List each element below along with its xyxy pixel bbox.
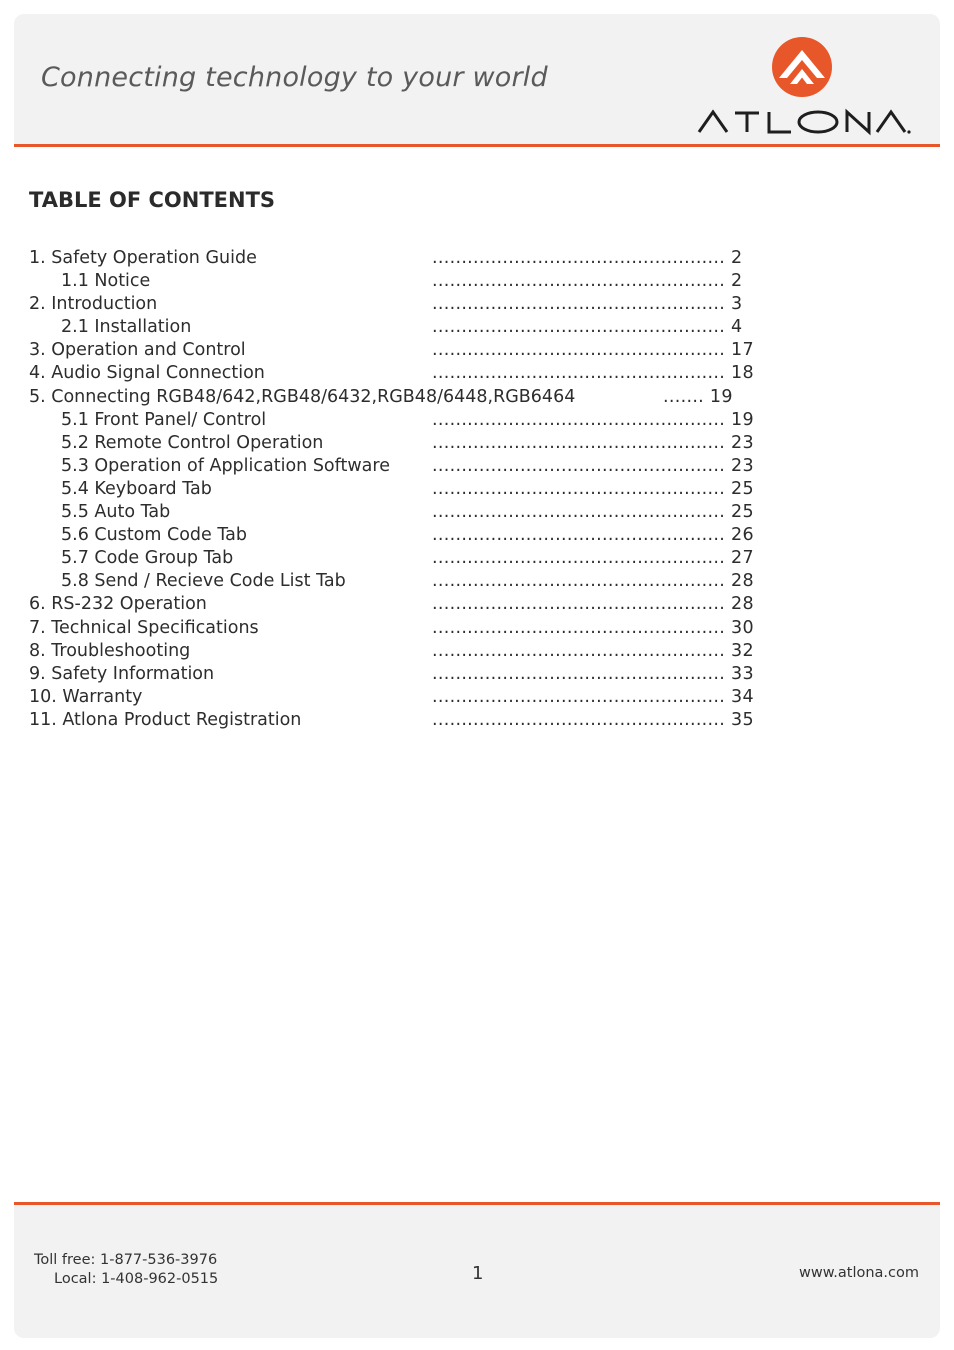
toc-entry[interactable] xyxy=(0,363,954,386)
toc-entry-leader xyxy=(432,710,754,730)
toc-dot-leader: .................................................. xyxy=(432,525,726,546)
toc-entry-page: 23 xyxy=(731,455,754,476)
toc-entry-label: 1.1 Notice xyxy=(61,271,151,292)
toc-entry-leader xyxy=(432,664,754,684)
toc-entry-page: 23 xyxy=(731,432,754,453)
toc-entry-page: 32 xyxy=(731,640,754,661)
toc-entry-page: 2 xyxy=(731,248,743,268)
toc-entry-leader xyxy=(432,641,754,661)
toc-dot-leader: .................................................. xyxy=(432,478,726,499)
toc-dot-leader: .................................................. xyxy=(432,271,726,292)
toc-entry-label: 3. Operation and Control xyxy=(29,340,246,361)
toc-entry[interactable] xyxy=(0,248,954,271)
website-link[interactable]: www.atlona.com xyxy=(799,1265,919,1281)
toc-entry-leader xyxy=(432,294,742,314)
toc-entry[interactable] xyxy=(0,594,954,617)
toc-entry-label: 5.7 Code Group Tab xyxy=(61,548,234,569)
toc-entry-leader xyxy=(432,687,754,707)
toc-dot-leader: ....... xyxy=(663,386,705,407)
atlona-logo-icon xyxy=(771,36,833,98)
toc-entry-page: 19 xyxy=(709,386,733,407)
toc-entry-leader xyxy=(432,571,754,591)
toc-dot-leader: .................................................. xyxy=(432,548,726,569)
toc-entry[interactable] xyxy=(0,410,954,433)
toc-entry[interactable] xyxy=(0,433,954,456)
toc-list xyxy=(0,248,954,733)
toc-title: TABLE OF CONTENTS xyxy=(29,188,276,212)
toc-entry-label: 5. Connecting RGB48/642,RGB48/6432,RGB48/6448,RGB6464 xyxy=(29,386,576,407)
toc-entry-label: 11. Atlona Product Registration xyxy=(29,709,302,730)
toc-entry-page: 17 xyxy=(731,340,754,361)
toc-entry-leader xyxy=(432,363,754,383)
toc-entry[interactable] xyxy=(0,618,954,641)
toc-entry-label: 6. RS-232 Operation xyxy=(29,594,207,615)
toc-dot-leader: .................................................. xyxy=(432,640,726,661)
toc-entry-leader xyxy=(432,456,754,476)
toc-entry-leader xyxy=(432,548,754,568)
toc-entry-leader xyxy=(663,387,733,407)
toc-entry-page: 3 xyxy=(731,294,743,315)
toc-entry-page: 19 xyxy=(731,409,754,430)
toc-entry-page: 33 xyxy=(731,663,754,684)
contact-info xyxy=(34,1251,218,1289)
toc-dot-leader: .................................................. xyxy=(432,686,726,707)
toc-entry-label: 5.1 Front Panel/ Control xyxy=(61,409,267,430)
toc-entry-label: 10. Warranty xyxy=(29,686,143,707)
toc-entry[interactable] xyxy=(0,387,954,410)
toc-dot-leader: .................................................. xyxy=(432,363,726,384)
toc-entry-leader xyxy=(432,479,754,499)
toc-entry-label: 2. Introduction xyxy=(29,294,158,315)
toc-entry-label: 8. Troubleshooting xyxy=(29,640,191,661)
local-number: Local: 1-408-962-0515 xyxy=(54,1271,219,1287)
toc-dot-leader: .................................................. xyxy=(432,248,726,268)
toc-entry[interactable] xyxy=(0,271,954,294)
toc-entry[interactable] xyxy=(0,687,954,710)
toc-entry[interactable] xyxy=(0,479,954,502)
page-header xyxy=(14,14,940,147)
toc-entry-page: 28 xyxy=(731,571,754,592)
toc-dot-leader: .................................................. xyxy=(432,340,726,361)
toc-entry-page: 18 xyxy=(731,363,754,384)
toc-entry[interactable] xyxy=(0,502,954,525)
toc-entry-page: 2 xyxy=(731,271,743,292)
toc-dot-leader: .................................................. xyxy=(432,617,726,638)
toc-entry[interactable] xyxy=(0,571,954,594)
toc-entry-leader xyxy=(432,271,742,291)
toc-dot-leader: .................................................. xyxy=(432,663,726,684)
toc-entry-page: 34 xyxy=(731,686,754,707)
toc-entry-leader xyxy=(432,502,754,522)
toc-entry-label: 1. Safety Operation Guide xyxy=(29,248,257,268)
toc-entry-leader xyxy=(432,618,754,638)
toc-entry-leader xyxy=(432,317,742,337)
toc-dot-leader: .................................................. xyxy=(432,409,726,430)
toc-entry-leader xyxy=(432,248,742,268)
toc-dot-leader: .................................................. xyxy=(432,594,726,615)
toc-entry[interactable] xyxy=(0,456,954,479)
tagline: Connecting technology to your world xyxy=(41,62,548,93)
toc-dot-leader: .................................................. xyxy=(432,571,726,592)
toc-entry-label: 9. Safety Information xyxy=(29,663,215,684)
toc-entry[interactable] xyxy=(0,664,954,687)
toll-free-number: Toll free: 1-877-536-3976 xyxy=(34,1252,218,1268)
toc-dot-leader: .................................................. xyxy=(432,502,726,523)
toc-entry-leader xyxy=(432,594,754,614)
atlona-wordmark-logo xyxy=(697,106,912,136)
toc-dot-leader: .................................................. xyxy=(432,294,726,315)
toc-entry-leader xyxy=(432,433,754,453)
toc-dot-leader: .................................................. xyxy=(432,455,726,476)
toc-dot-leader: .................................................. xyxy=(432,432,726,453)
toc-dot-leader: .................................................. xyxy=(432,709,726,730)
toc-entry-leader xyxy=(432,410,754,430)
toc-entry[interactable] xyxy=(0,340,954,363)
toc-entry-page: 27 xyxy=(731,548,754,569)
toc-entry-page: 26 xyxy=(731,525,754,546)
toc-entry-page: 4 xyxy=(731,317,743,338)
toc-entry-page: 25 xyxy=(731,502,754,523)
toc-entry-label: 5.2 Remote Control Operation xyxy=(61,432,324,453)
toc-entry-page: 30 xyxy=(731,617,754,638)
toc-entry[interactable] xyxy=(0,548,954,571)
toc-entry-label: 5.6 Custom Code Tab xyxy=(61,525,247,546)
toc-dot-leader: .................................................. xyxy=(432,317,726,338)
toc-entry-leader xyxy=(432,340,754,360)
toc-entry-label: 5.5 Auto Tab xyxy=(61,502,171,523)
toc-entry-page: 25 xyxy=(731,478,754,499)
toc-entry-label: 5.3 Operation of Application Software xyxy=(61,455,390,476)
toc-entry-label: 5.4 Keyboard Tab xyxy=(61,478,212,499)
toc-entry[interactable] xyxy=(0,294,954,317)
toc-entry-leader xyxy=(432,525,754,545)
page-footer xyxy=(14,1202,940,1338)
toc-entry-label: 4. Audio Signal Connection xyxy=(29,363,265,384)
toc-entry-page: 28 xyxy=(731,594,754,615)
toc-entry-label: 5.8 Send / Recieve Code List Tab xyxy=(61,571,346,592)
page-number: 1 xyxy=(472,1263,484,1284)
toc-entry-label: 2.1 Installation xyxy=(61,317,192,338)
toc-entry[interactable] xyxy=(0,525,954,548)
toc-entry[interactable] xyxy=(0,641,954,664)
toc-entry[interactable] xyxy=(0,317,954,340)
toc-entry-label: 7. Technical Specifications xyxy=(29,617,259,638)
toc-entry-page: 35 xyxy=(731,709,754,730)
toc-entry[interactable] xyxy=(0,710,954,733)
